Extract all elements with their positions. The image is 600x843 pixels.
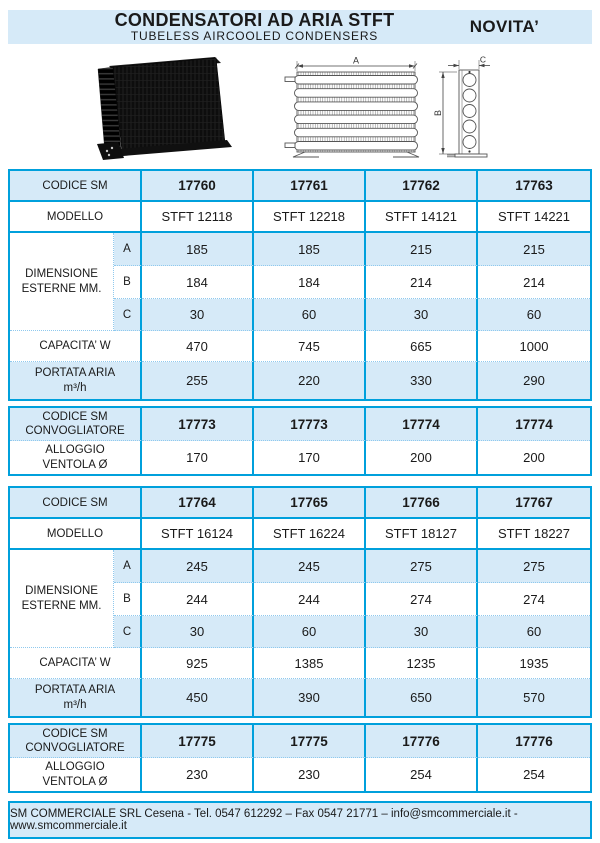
portata-label-line1: PORTATA ARIA [34, 684, 116, 697]
novita-badge: NOVITA’ [469, 17, 540, 36]
alloggio-label-line2: VENTOLA Ø [42, 775, 108, 788]
dim-row-letter-a: A [114, 233, 142, 266]
capacita-value: 1385 [254, 648, 366, 679]
dim-b-value: 274 [478, 583, 590, 616]
conv-codice-label-line1: CODICE SM [42, 727, 108, 740]
modello-value: STFT 12118 [142, 202, 254, 233]
convogliatore-table-2 [8, 723, 592, 793]
modello-value: STFT 12218 [254, 202, 366, 233]
portata-value: 290 [478, 362, 590, 399]
tables-area [8, 169, 592, 793]
conv-codice-value: 17776 [366, 725, 478, 758]
dim-c-value: 30 [366, 616, 478, 648]
dim-a-value: 215 [478, 233, 590, 266]
pipe-stub-bottom [285, 143, 295, 148]
capacita-value: 665 [366, 331, 478, 362]
conv-codice-value: 17774 [478, 408, 590, 441]
convogliatore-table-1 [8, 406, 592, 476]
codice-sm-value: 17767 [478, 488, 590, 519]
capacita-label: CAPACITA’ W [10, 331, 142, 362]
alloggio-label-line1: ALLOGGIO [45, 761, 105, 774]
portata-label [10, 679, 142, 716]
dim-row-letter-c: C [114, 616, 142, 648]
dim-c-value: 60 [254, 616, 366, 648]
dim-row-letter-c: C [114, 299, 142, 331]
capacita-value: 1235 [366, 648, 478, 679]
modello-value: STFT 18127 [366, 519, 478, 550]
alloggio-value: 230 [254, 758, 366, 791]
capacita-value: 470 [142, 331, 254, 362]
dim-b-value: 214 [478, 266, 590, 299]
footer-contact-text: SM COMMERCIALE SRL Cesena - Tel. 0547 612292 – Fax 0547 21771 – info@smcommerciale.it - www.smcommerciale.it [10, 808, 518, 832]
portata-value: 390 [254, 679, 366, 716]
dim-a-value: 215 [366, 233, 478, 266]
conv-codice-value: 17773 [254, 408, 366, 441]
dim-a-value: 275 [366, 550, 478, 583]
dim-row-letter-b: B [114, 583, 142, 616]
dim-c-value: 30 [142, 299, 254, 331]
photo-screw-hole [111, 147, 113, 149]
alloggio-label-line2: VENTOLA Ø [42, 458, 108, 471]
codice-sm-value: 17760 [142, 171, 254, 202]
alloggio-value: 200 [366, 441, 478, 474]
codice-sm-value: 17763 [478, 171, 590, 202]
capacita-value: 1000 [478, 331, 590, 362]
codice-sm-value: 17764 [142, 488, 254, 519]
portata-label-line1: PORTATA ARIA [34, 367, 116, 380]
dim-a-value: 185 [142, 233, 254, 266]
portata-label-line2: m³/h [63, 381, 87, 394]
dim-b-value: 184 [254, 266, 366, 299]
page-subtitle: TUBELESS AIRCOOLED CONDENSERS [130, 29, 379, 44]
conv-codice-value: 17775 [254, 725, 366, 758]
front-right-foot [393, 152, 419, 157]
conv-codice-label-line2: CONVOGLIATORE [25, 425, 125, 437]
dimensione-label: DIMENSIONE ESTERNE MM. [10, 233, 114, 331]
front-left-foot [293, 152, 319, 157]
modello-value: STFT 14121 [366, 202, 478, 233]
spec-table-2 [8, 486, 592, 718]
condenser-photo-image [85, 54, 237, 162]
conv-codice-label [10, 408, 142, 441]
conv-codice-label [10, 725, 142, 758]
modello-value: STFT 16224 [254, 519, 366, 550]
alloggio-value: 170 [142, 441, 254, 474]
alloggio-value: 254 [366, 758, 478, 791]
modello-label: MODELLO [10, 519, 142, 550]
dim-b-value: 244 [142, 583, 254, 616]
dim-c-value: 60 [478, 299, 590, 331]
capacita-value: 925 [142, 648, 254, 679]
dimensione-label: DIMENSIONE ESTERNE MM. [10, 550, 114, 648]
dim-c-value: 60 [478, 616, 590, 648]
pipe-stub-top [285, 77, 295, 82]
conv-codice-value: 17774 [366, 408, 478, 441]
alloggio-value: 200 [523, 450, 545, 465]
portata-value: 650 [366, 679, 478, 716]
alloggio-label-line1: ALLOGGIO [45, 444, 105, 457]
dim-c-value: 60 [254, 299, 366, 331]
capacita-value: 745 [254, 331, 366, 362]
modello-label: MODELLO [10, 202, 142, 233]
conv-codice-label-line1: CODICE SM [42, 410, 108, 423]
codice-sm-value: 17765 [254, 488, 366, 519]
codice-sm-value: 17766 [366, 488, 478, 519]
codice-sm-value: 17762 [366, 171, 478, 202]
photo-screw-hole [108, 154, 110, 156]
modello-value: STFT 14221 [478, 202, 590, 233]
dimension-a-label: A [352, 56, 360, 66]
dim-c-value: 30 [366, 299, 478, 331]
front-view-drawing [283, 56, 423, 160]
dim-b-value: 274 [366, 583, 478, 616]
codice-sm-value: 17761 [254, 171, 366, 202]
figures-row [8, 54, 592, 164]
dim-a-value: 275 [478, 550, 590, 583]
conv-codice-value: 17773 [142, 408, 254, 441]
portata-label-line2: m³/h [63, 698, 87, 711]
header-banner [8, 10, 592, 44]
modello-value: STFT 18227 [478, 519, 590, 550]
codice-sm-label: CODICE SM [10, 171, 142, 202]
spec-table-1 [8, 169, 592, 401]
dim-c-value: 30 [142, 616, 254, 648]
dim-b-value: 184 [142, 266, 254, 299]
portata-value: 330 [366, 362, 478, 399]
dim-a-value: 245 [142, 550, 254, 583]
dim-row-letter-b: B [114, 266, 142, 299]
photo-front-face [113, 58, 225, 152]
alloggio-label [10, 758, 142, 791]
portata-value: 255 [142, 362, 254, 399]
conv-codice-value: 17776 [478, 725, 590, 758]
portata-label [10, 362, 142, 399]
alloggio-value: 230 [142, 758, 254, 791]
side-view-drawing [433, 56, 491, 160]
portata-value: 220 [254, 362, 366, 399]
dimension-c-label: C [479, 56, 487, 65]
footer-bar [8, 801, 592, 839]
header-titles [8, 10, 417, 44]
alloggio-value: 254 [523, 767, 545, 782]
dimension-b-label: B [433, 109, 443, 117]
conv-codice-label-line2: CONVOGLIATORE [25, 742, 125, 754]
page-title: CONDENSATORI AD ARIA STFT [114, 10, 395, 31]
codice-sm-label: CODICE SM [10, 488, 142, 519]
capacita-label: CAPACITA’ W [10, 648, 142, 679]
dim-row-letter-a: A [114, 550, 142, 583]
portata-value: 570 [478, 679, 590, 716]
portata-value: 450 [142, 679, 254, 716]
photo-screw-hole [106, 150, 108, 152]
modello-value: STFT 16124 [142, 519, 254, 550]
alloggio-label [10, 441, 142, 474]
dim-a-value: 245 [254, 550, 366, 583]
conv-codice-value: 17775 [142, 725, 254, 758]
dim-b-value: 214 [366, 266, 478, 299]
dim-a-value: 185 [254, 233, 366, 266]
capacita-value: 1935 [478, 648, 590, 679]
dim-b-value: 244 [254, 583, 366, 616]
alloggio-value: 170 [254, 441, 366, 474]
side-foot-plate [455, 154, 487, 157]
